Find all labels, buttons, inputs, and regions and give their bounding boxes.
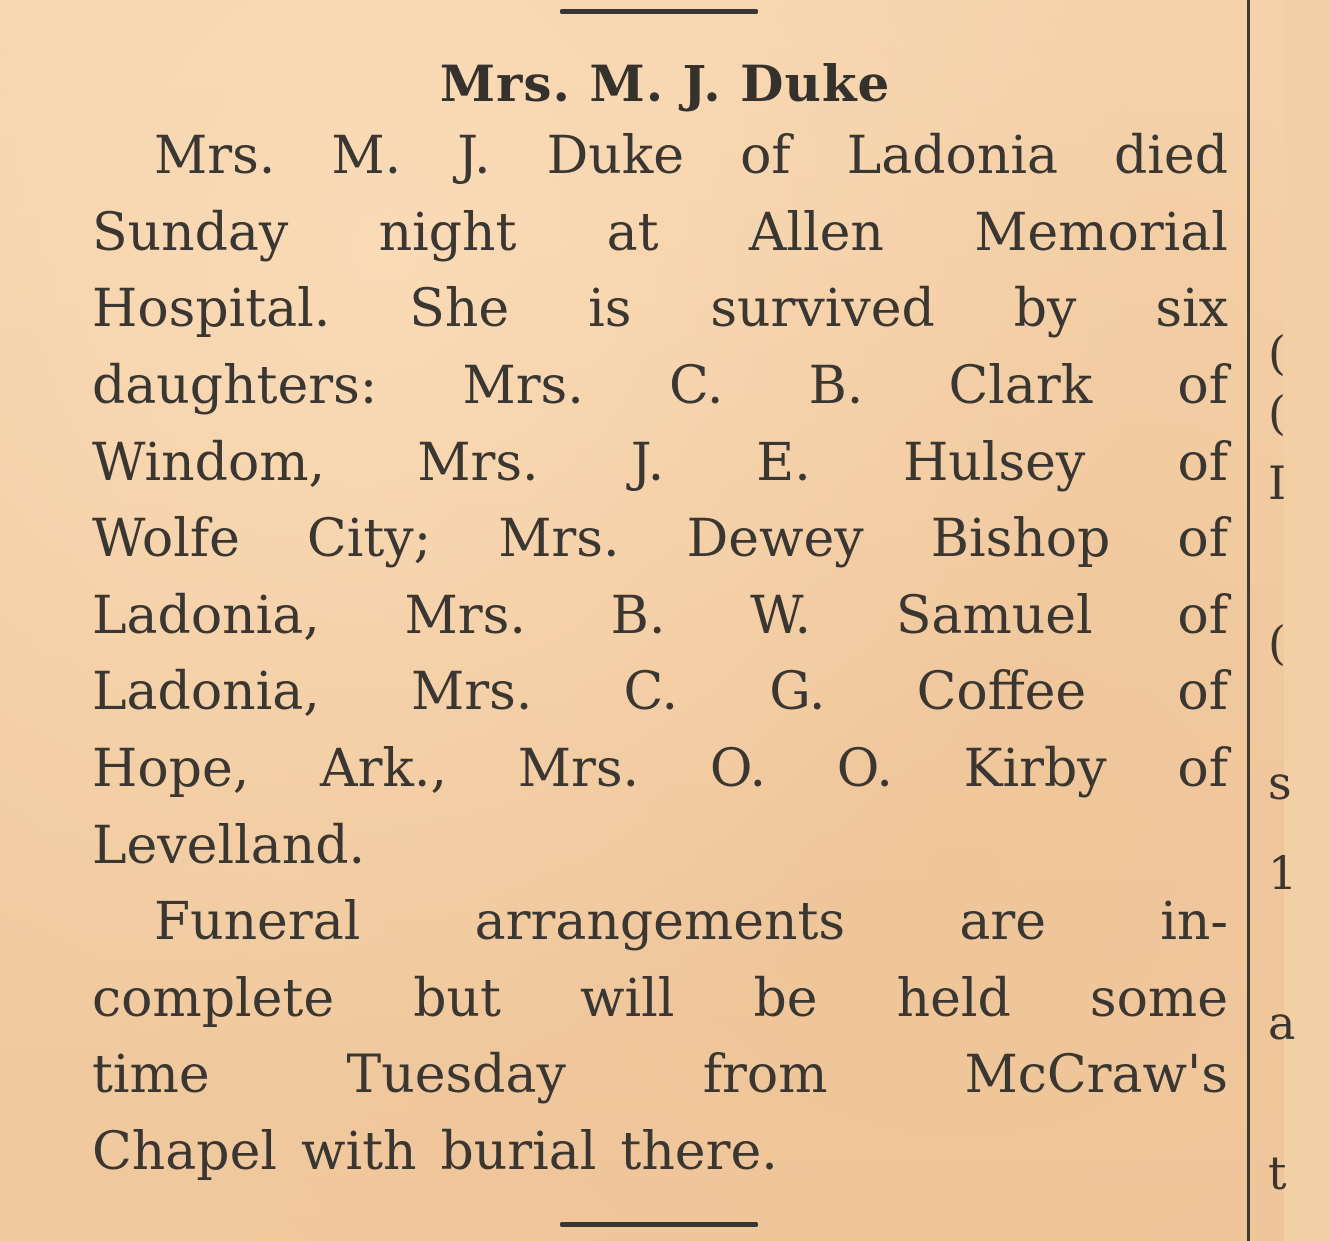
article-word: Windom, — [92, 432, 326, 493]
article-word: be — [753, 968, 818, 1029]
article-word: C. — [668, 356, 724, 417]
adjacent-column-glyph: ( — [1268, 386, 1286, 440]
article-word: of — [1177, 662, 1228, 723]
article-word: by — [1013, 279, 1077, 340]
article-word: in- — [1160, 892, 1228, 953]
obituary-headline: Mrs. M. J. Duke — [439, 54, 891, 113]
adjacent-column-glyph: a — [1268, 996, 1296, 1050]
article-word: survived — [710, 279, 935, 340]
article-word: daughters: — [92, 356, 378, 417]
article-line — [92, 731, 1228, 808]
article-line — [92, 1114, 1228, 1191]
article-word: Bishop — [930, 509, 1111, 570]
article-word: O. — [836, 739, 893, 800]
article-word: will — [579, 968, 675, 1029]
article-line — [92, 501, 1228, 578]
article-word: died — [1114, 126, 1228, 187]
article-word: Mrs. — [154, 126, 276, 187]
top-divider-rule — [560, 9, 758, 14]
adjacent-column-glyph: 1 — [1268, 846, 1298, 900]
article-word: Hope, — [92, 739, 250, 800]
article-word: arrangements — [474, 892, 846, 953]
article-word: from — [702, 1045, 828, 1106]
article-word: Allen — [748, 202, 884, 263]
article-word: of — [1177, 356, 1228, 417]
article-word: Ark., — [320, 739, 447, 800]
article-line — [92, 118, 1228, 195]
article-word: Clark — [948, 356, 1093, 417]
article-word: Tuesday — [346, 1045, 566, 1106]
article-word: C. — [623, 662, 678, 723]
article-word: City; — [306, 509, 432, 570]
article-word: Hulsey — [902, 432, 1086, 493]
article-word: W. — [750, 585, 812, 646]
article-word: of — [1177, 585, 1228, 646]
article-word: Duke — [546, 126, 685, 187]
article-word: M. — [331, 126, 402, 187]
article-word: six — [1155, 279, 1228, 340]
article-word: J. — [457, 126, 491, 187]
article-word: B. — [808, 356, 864, 417]
article-word: Chapel — [92, 1122, 277, 1183]
article-word: Sunday — [92, 202, 289, 263]
article-line — [92, 961, 1228, 1038]
adjacent-column-glyph: ( — [1268, 616, 1286, 670]
article-word: Kirby — [963, 739, 1107, 800]
article-line — [92, 654, 1228, 731]
article-word: Mrs. — [462, 356, 584, 417]
article-word: complete — [92, 968, 335, 1029]
article-word: Ladonia — [846, 126, 1058, 187]
article-word: of — [1177, 739, 1228, 800]
article-word: Levelland. — [92, 815, 366, 876]
article-word: Coffee — [916, 662, 1087, 723]
article-line — [92, 271, 1228, 348]
article-word: G. — [769, 662, 826, 723]
article-line — [92, 424, 1228, 501]
article-word: J. — [630, 432, 665, 493]
adjacent-column-glyph: ( — [1268, 326, 1286, 380]
article-word: Mrs. — [517, 739, 640, 800]
article-word: some — [1089, 968, 1228, 1029]
article-word: at — [606, 202, 659, 263]
article-word: is — [588, 279, 632, 340]
article-word: of — [740, 126, 791, 187]
article-word: held — [896, 968, 1011, 1029]
article-word: Hospital. — [92, 279, 331, 340]
article-word: Dewey — [686, 509, 864, 570]
article-word: there. — [620, 1122, 778, 1183]
article-word: Ladonia, — [92, 662, 320, 723]
article-word: time — [92, 1045, 210, 1106]
article-line — [92, 1037, 1228, 1114]
article-word: Wolfe — [92, 509, 240, 570]
article-word: with — [300, 1122, 417, 1183]
article-word: but — [413, 968, 501, 1029]
article-word: Samuel — [895, 585, 1093, 646]
column-border-rule — [1247, 0, 1250, 1241]
bottom-divider-rule — [560, 1222, 758, 1227]
adjacent-column-glyph: I — [1268, 456, 1287, 510]
article-line — [92, 578, 1228, 655]
article-word: Mrs. — [404, 585, 526, 646]
article-word: B. — [610, 585, 666, 646]
article-word: McCraw's — [964, 1045, 1228, 1106]
adjacent-column-glyph: t — [1268, 1146, 1287, 1200]
article-line — [92, 884, 1228, 961]
article-word: O. — [709, 739, 766, 800]
article-line — [92, 348, 1228, 425]
article-word: Ladonia, — [92, 585, 320, 646]
article-word: E. — [756, 432, 811, 493]
article-line — [92, 195, 1228, 272]
article-word: Mrs. — [410, 662, 533, 723]
article-word: Funeral — [154, 892, 361, 953]
adjacent-column-glyph: s — [1268, 756, 1292, 810]
adjacent-column-fragment — [1252, 0, 1298, 1241]
article-word: burial — [440, 1122, 597, 1183]
article-word: Mrs. — [417, 432, 539, 493]
article-word: of — [1177, 432, 1228, 493]
article-word: of — [1177, 509, 1228, 570]
obituary-article — [92, 118, 1228, 1190]
article-word: night — [378, 202, 517, 263]
article-word: are — [959, 892, 1046, 953]
article-word: She — [409, 279, 510, 340]
article-line — [92, 807, 1228, 884]
article-word: Memorial — [974, 202, 1228, 263]
article-word: Mrs. — [498, 509, 620, 570]
